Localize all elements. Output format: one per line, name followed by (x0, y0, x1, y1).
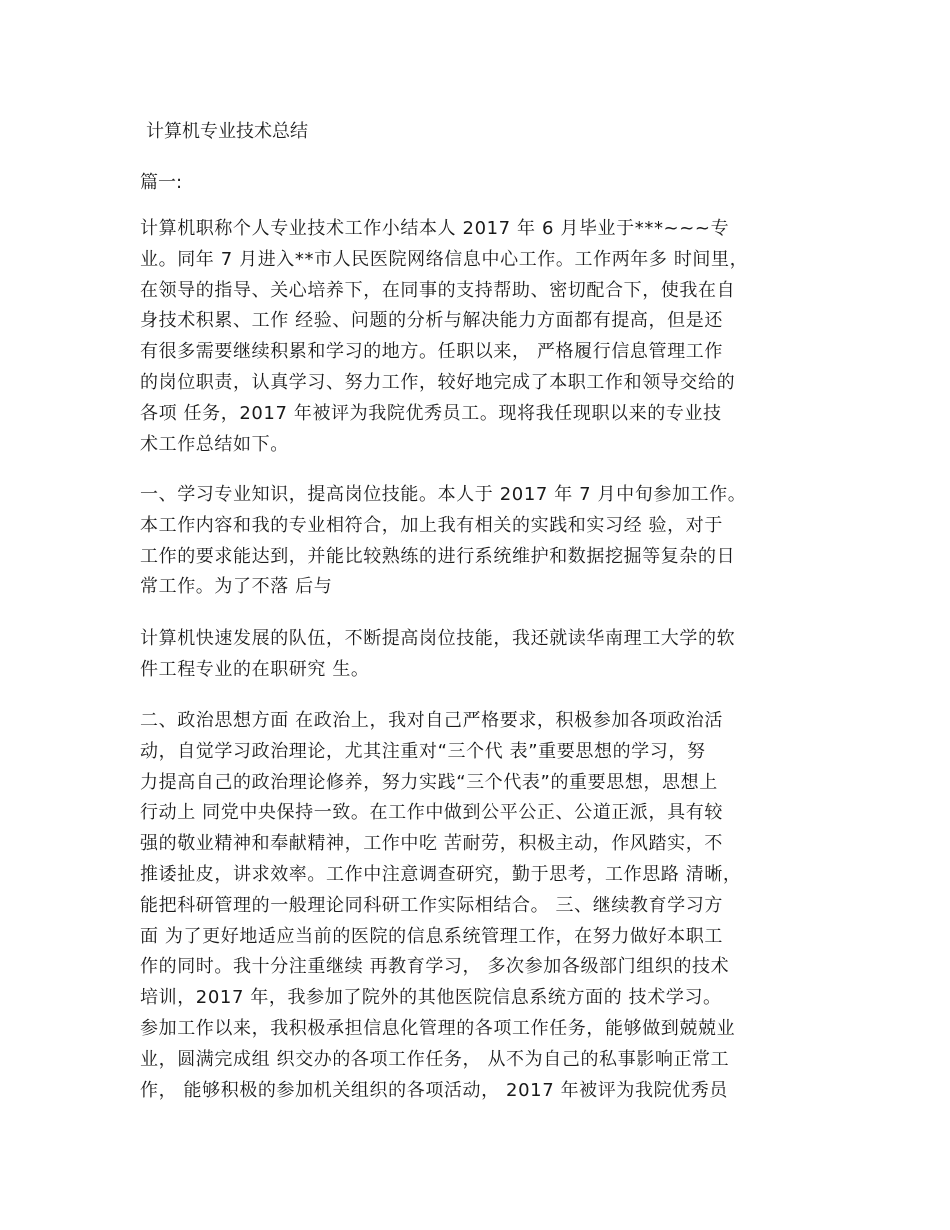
text-line: 术工作总结如下。 (140, 433, 289, 455)
text-line: 在领导的指导、关心培养下，在同事的支持帮助、密切配合下，使我在自 (140, 279, 736, 301)
text-line: 常工作。为了不落 后与 (140, 576, 333, 598)
text-line: 工作的要求能达到，并能比较熟练的进行系统维护和数据挖掘等复杂的日 (140, 545, 736, 567)
text-line: 力提高自己的政治理论修养，努力实践“三个代表”的重要思想，思想上 (140, 771, 718, 793)
text-line: 计算机快速发展的队伍，不断提高岗位技能，我还就读华南理工大学的软 (140, 628, 736, 649)
text-line: 能把科研管理的一般理论同科研工作实际相结合。 三、继续教育学习方 (140, 894, 723, 916)
text-line: 业，圆满完成组 织交办的各项工作任务， 从不为自己的私事影响正常工 (140, 1048, 730, 1070)
text-line: 各项 任务，2017 年被评为我院优秀员工。现将我任现职以来的专业技 (140, 402, 722, 424)
text-line: 件工程专业的在职研究 生。 (140, 658, 370, 680)
paragraph-intro (140, 214, 830, 460)
text-line: 动，自觉学习政治理论，尤其注重对“三个代 表”重要思想的学习，努 (140, 740, 706, 762)
paragraph-section-one-cont (140, 624, 830, 686)
text-line: 作， 能够积极的参加机关组织的各项活动， 2017 年被评为我院优秀员 (140, 1079, 728, 1101)
text-line: 业。同年 7 月进入**市人民医院网络信息中心工作。工作两年多 时间里， (140, 248, 749, 270)
paragraph-section-one (140, 480, 830, 603)
text-line: 行动上 同党中央保持一致。在工作中做到公平公正、公道正派，具有较 (140, 802, 723, 824)
text-line: 有很多需要继续积累和学习的地方。任职以来， 严格履行信息管理工作 (140, 341, 723, 363)
text-line: 强的敬业精神和奉献精神，工作中吃 苦耐劳，积极主动，作风踏实，不 (140, 833, 723, 855)
text-line: 推诿扯皮，讲求效率。工作中注意调查研究，勤于思考，工作思路 清晰， (140, 863, 742, 885)
text-line: 计算机职称个人专业技术工作小结本人 2017 年 6 月毕业于***~~~专 (140, 218, 730, 239)
text-line: 参加工作以来，我积极承担信息化管理的各项工作任务，能够做到兢兢业 (140, 1017, 736, 1039)
text-line: 身技术积累、工作 经验、问题的分析与解决能力方面都有提高，但是还 (140, 310, 723, 332)
section-label: 篇一: (140, 172, 183, 193)
paragraph-section-two (140, 706, 830, 1106)
text-line: 二、政治思想方面 在政治上，我对自己严格要求，积极参加各项政治活 (140, 710, 723, 731)
text-line: 面 为了更好地适应当前的医院的信息系统管理工作，在努力做好本职工 (140, 925, 723, 947)
text-line: 本工作内容和我的专业相符合，加上我有相关的实践和实习经 验，对于 (140, 514, 723, 536)
document-title: 计算机专业技术总结 (146, 121, 308, 142)
text-line: 培训，2017 年，我参加了院外的其他医院信息系统方面的 技术学习。 (140, 987, 722, 1009)
text-line: 一、学习专业知识，提高岗位技能。本人于 2017 年 7 月中旬参加工作。 (140, 484, 747, 505)
text-line: 作的同时。我十分注重继续 再教育学习， 多次参加各级部门组织的技术 (140, 956, 730, 978)
text-line: 的岗位职责，认真学习、努力工作，较好地完成了本职工作和领导交给的 (140, 371, 736, 393)
